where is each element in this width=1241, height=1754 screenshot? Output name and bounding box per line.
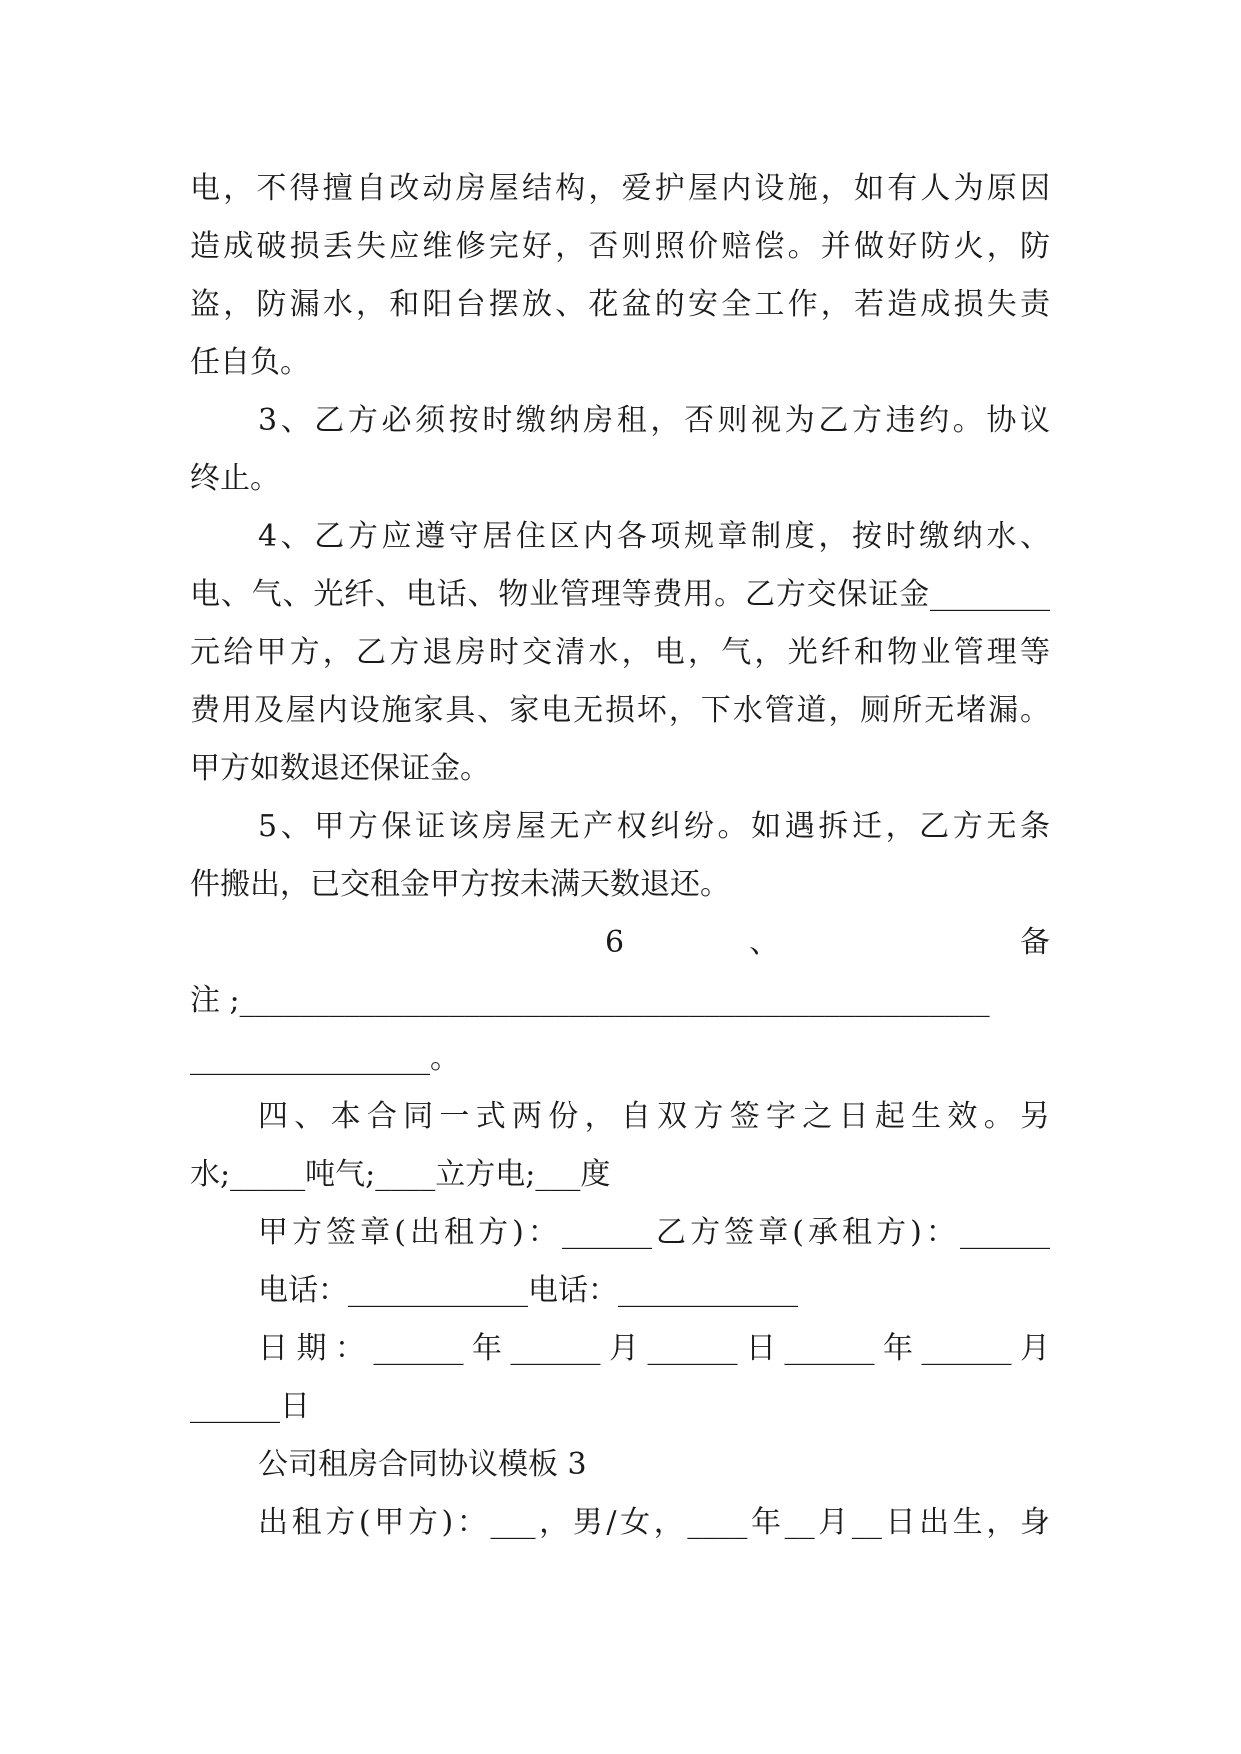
text-line: 甲方签章(出租方)：______乙方签章(承租方)：______ (258, 1215, 1050, 1250)
text-line: 盗，防漏水，和阳台摆放、花盆的安全工作，若造成损失责 (190, 287, 1050, 322)
text-line: 电话：____________电话：____________ (258, 1273, 798, 1308)
text-line: 4、乙方应遵守居住区内各项规章制度，按时缴纳水、 (258, 519, 1050, 554)
text-line: 造成破损丢失应维修完好，否则照价赔偿。并做好防火，防 (190, 229, 1050, 264)
text-line: 公司租房合同协议模板 3 (258, 1447, 587, 1482)
text-line: 5、甲方保证该房屋无产权纠纷。如遇拆迁，乙方无条 (258, 809, 1050, 844)
text-line: 电、气、光纤、电话、物业管理等费用。乙方交保证金________ (190, 577, 1050, 612)
text-line: 注 ;__________________________________________________ (190, 983, 990, 1018)
text-line: 任自负。 (190, 345, 310, 380)
text-line: 费用及屋内设施家具、家电无损坏，下水管道，厕所无堵漏。 (190, 693, 1050, 728)
text-line: ________________。 (190, 1041, 460, 1076)
text-line: 四、本合同一式两份，自双方签字之日起生效。另 (258, 1099, 1050, 1134)
text-line: 3、乙方必须按时缴纳房租，否则视为乙方违约。协议 (258, 403, 1050, 438)
text-line: 水;_____吨气;____立方电;___度 (190, 1157, 611, 1192)
document-body (190, 160, 1050, 1552)
text-line: ______日 (190, 1389, 310, 1424)
text-line: 出租方(甲方)：___，男/女，____年__月__日出生，身 (258, 1505, 1050, 1540)
text-line: 甲方如数退还保证金。 (190, 751, 490, 786)
text-line: 6 、 备 (605, 925, 1050, 960)
text-line: 件搬出，已交租金甲方按未满天数退还。 (190, 867, 730, 902)
text-line: 日期：______年______月______日______年______月 (258, 1331, 1050, 1366)
text-line: 元给甲方，乙方退房时交清水，电，气，光纤和物业管理等 (190, 635, 1050, 670)
text-line: 电，不得擅自改动房屋结构，爱护屋内设施，如有人为原因 (190, 171, 1050, 206)
text-line: 终止。 (190, 461, 280, 496)
